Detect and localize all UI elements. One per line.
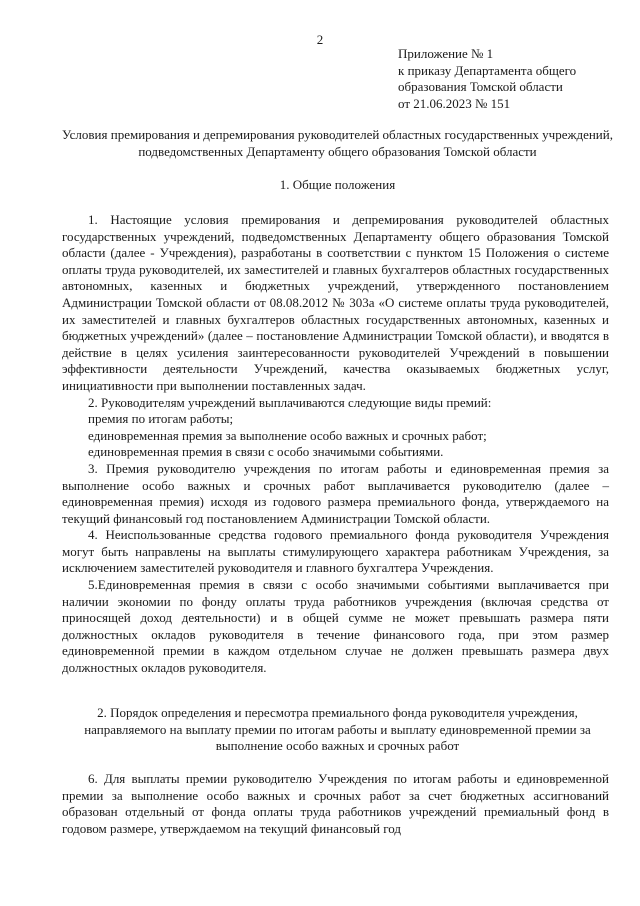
section-body-premium-fund: [62, 771, 609, 837]
page-number: 2: [316, 32, 324, 47]
paragraph: 1. Настоящие условия премирования и депремирования руководителей областных государственных учреждений, подведомственных Департаменту общего образования Томской области (далее - Учреждения), разработаны в соответствии с пунктом 15 Положения о системе оплаты труда руководителей, их заместителей и главных бухгалтеров областных государственных автономных, казенных и бюджетных учреждений, утвержденного постановлением Администрации Томской области от 08.08.2012 № 303а «О системе оплаты труда руководителей, их заместителей и главных бухгалтеров областных государственных автономных, казенных и бюджетных учреждений» (далее – постановление Администрации Томской области), и вводятся в действие в целях усиления заинтересованности руководителей Учреждений в повышении эффективности деятельности Учреждений, качества оказываемых бюджетных услуг, инициативности при выполнении поставленных задач.: [62, 212, 609, 393]
appendix-line: к приказу Департамента общего: [398, 62, 577, 78]
paragraph: 3. Премия руководителю учреждения по итогам работы и единовременная премия за выполнение особо важных и срочных работ выплачивается руководителю (далее – единовременная премия) исходя из годового размера премиального фонда, утверждаемого на текущий финансовый год постановлением Администрации Томской области.: [62, 460, 609, 526]
paragraph: 6. Для выплаты премии руководителю Учреждения по итогам работы и единовременной премии за выполнение особо важных и срочных работ за счет бюджетных ассигнований образован отдельный от фонда оплаты труда работников учреждений премиальный фонд в годовом размере, утверждаемом на текущий финансовый год: [62, 771, 609, 836]
appendix-header: [398, 46, 628, 112]
paragraph: 5.Единовременная премия в связи с особо значимыми событиями выплачивается при наличии экономии по фонду оплаты труда работников учреждения (включая средства от приносящей доход деятельности) и в общей сумме не может превышать размера пяти должностных окладов руководителя в течение финансового года, при этом размер единовременной премии в каждом отдельном случае не должен превышать размера двух должностных окладов руководителя.: [62, 577, 609, 676]
appendix-line: образования Томской области: [398, 79, 563, 95]
section-heading-premium-fund: 2. Порядок определения и пересмотра премиального фонда руководителя учреждения, направляемого на выплату премии по итогам работы и выплату единовременной премии за выполнение особо важных и срочных работ: [84, 705, 591, 754]
paragraph: 2. Руководителям учреждений выплачиваются следующие виды премий:: [88, 394, 492, 410]
list-item: премия по итогам работы;: [88, 411, 234, 427]
paragraph: 4. Неиспользованные средства годового премиального фонда руководителя Учреждения могут быть направлены на выплаты стимулирующего характера работникам Учреждения, за исключением заместителей руководителя и главного бухгалтера Учреждения.: [62, 527, 609, 576]
list-item: единовременная премия за выполнение особо важных и срочных работ;: [88, 427, 487, 443]
section-body-general: [62, 212, 609, 677]
document-title: Условия премирования и депремирования руководителей областных государственных учреждений, подведомственных Департаменту общего образования Томской области: [62, 127, 613, 159]
section-heading-general: 1. Общие положения: [279, 177, 396, 192]
list-item: единовременная премия в связи с особо значимыми событиями.: [88, 444, 444, 460]
appendix-line: от 21.06.2023 № 151: [398, 95, 511, 111]
appendix-line: Приложение № 1: [398, 46, 494, 61]
